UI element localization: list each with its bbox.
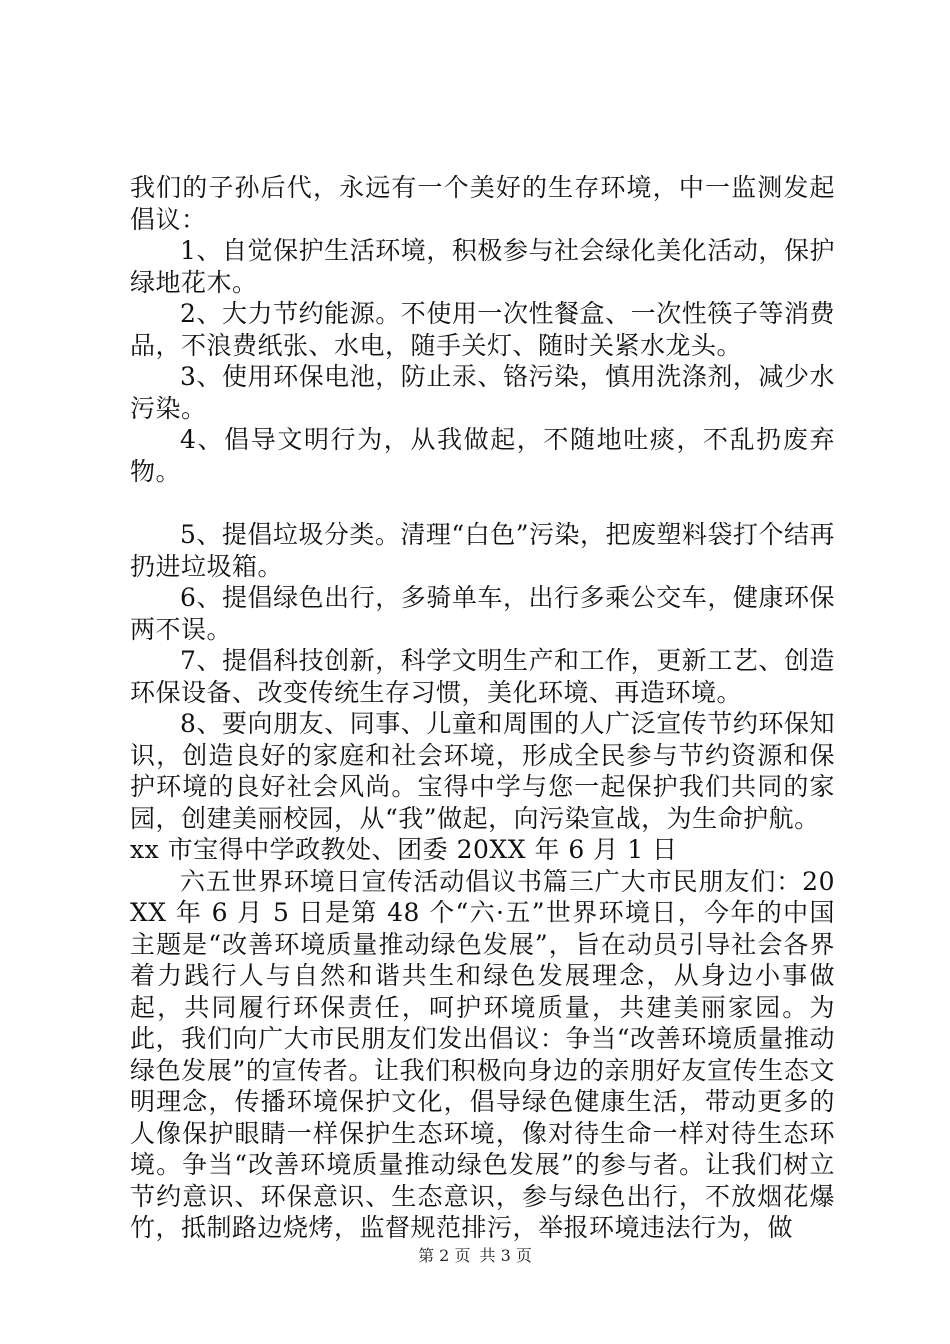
paragraph-item-6: 6、提倡绿色出行，多骑单车，出行多乘公交车，健康环保两不误。 [130,583,835,644]
page-number: 第 2 页 [418,1246,471,1265]
paragraph-item-8: 8、要向朋友、同事、儿童和周围的人广泛宣传节约环保知识，创造良好的家庭和社会环境，形成全民参与节约资源和保护环境的良好社会风尚。宝得中学与您一起保护我们共同的家园，创建美丽校园，从“我”做起，向污染宣战，为生命护航。 [130,709,835,833]
paragraph-item-3: 3、使用环保电池，防止汞、铬污染，慎用洗涤剂，减少水污染。 [130,362,835,423]
paragraph-item-1: 1、自觉保护生活环境，积极参与社会绿化美化活动，保护绿地花木。 [130,236,835,297]
paragraph-item-7: 7、提倡科技创新，科学文明生产和工作，更新工艺、创造环保设备、改变传统生存习惯，美化环境、再造环境。 [130,646,835,707]
paragraph-intro: 我们的子孙后代，永远有一个美好的生存环境，中一监测发起倡议： [130,173,835,234]
paragraph-article-three: 六五世界环境日宣传活动倡议书篇三广大市民朋友们：20XX 年 6 月 5 日是第 48 个“六·五”世界环境日，今年的中国主题是“改善环境质量推动绿色发展”，旨在动员引导社会各界着力践行人与自然和谐共生和绿色发展理念，从身边小事做起，共同履行环保责任，呵护环境质量，共建美丽家园。为此，我们向广大市民朋友们发出倡议：争当“改善环境质量推动绿色发展”的宣传者。让我们积极向身边的亲朋好友宣传生态文明理念，传播环境保护文化，倡导绿色健康生活，带动更多的人像保护眼睛一样保护生态环境，像对待生命一样对待生态环境。争当“改善环境质量推动绿色发展”的参与者。让我们树立节约意识、环保意识、生态意识，参与绿色出行，不放烟花爆竹，抵制路边烧烤，监督规范排污，举报环境违法行为，做 [130,866,835,1242]
page-total: 共 3 页 [479,1246,532,1265]
paragraph-item-2: 2、大力节约能源。不使用一次性餐盒、一次性筷子等消费品，不浪费纸张、水电，随手关灯、随时关紧水龙头。 [130,299,835,360]
signature-line: xx 市宝得中学政教处、团委 20XX 年 6 月 1 日 [130,835,678,864]
page-footer [0,1243,950,1266]
document-body [130,172,835,1244]
paragraph-item-5: 5、提倡垃圾分类。清理“白色”污染，把废塑料袋打个结再扔进垃圾箱。 [130,520,835,581]
paragraph-item-4: 4、倡导文明行为，从我做起，不随地吐痰，不乱扔废弃物。 [130,425,835,486]
